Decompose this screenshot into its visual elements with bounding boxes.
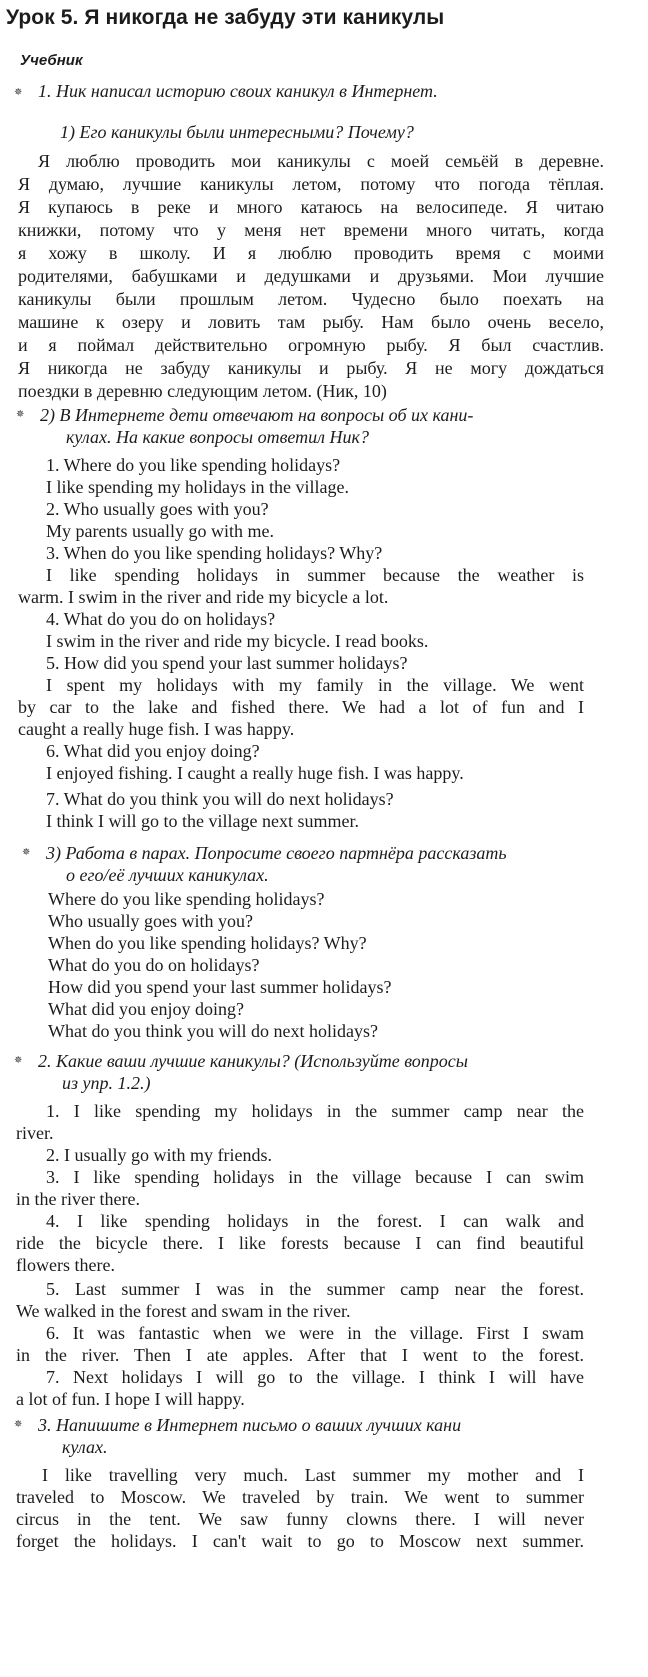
answer-line: 6. It was fantastic when we were in the village. First I swam [46, 1323, 584, 1343]
answer-line: I like spending my holidays in the village. [46, 477, 349, 497]
story-line: поездки в деревню следующим летом. (Ник, 10) [18, 381, 387, 401]
letter-line: forget the holidays. I can't wait to go to Moscow next summer. [16, 1531, 584, 1551]
answer-line: 7. What do you think you will do next holidays? [46, 789, 394, 809]
answer-line: by car to the lake and fished there. We had a lot of fun and I [18, 697, 584, 717]
story-line: Я думаю, лучшие каникулы летом, потому что погода тёплая. [18, 174, 604, 194]
answer-line: 6. What did you enjoy doing? [46, 741, 260, 761]
answer-line: 7. Next holidays I will go to the village. I think I will have [46, 1367, 584, 1387]
exercise-bullet-icon: ✵ [14, 87, 23, 98]
answer-line: We walked in the forest and swam in the river. [16, 1301, 351, 1321]
answer-line: I enjoyed fishing. I caught a really huge fish. I was happy. [46, 763, 464, 783]
question-line: How did you spend your last summer holidays? [48, 977, 392, 997]
lesson-title: Урок 5. Я никогда не забуду эти каникулы [6, 6, 445, 29]
answer-line: ride the bicycle there. I like forests because I can find beautiful [16, 1233, 584, 1253]
story-line: я хожу в школу. И я люблю проводить время с моими [18, 243, 604, 263]
answer-line: river. [16, 1123, 54, 1143]
story-line: и я поймал действительно огромную рыбу. Я был счастлив. [18, 335, 604, 355]
story-line: каникулы были прошлым летом. Чудесно было поехать на [18, 289, 604, 309]
story-line: Я купаюсь в реке и много катаюсь на велосипеде. Я читаю [18, 197, 604, 217]
answer-line: 1. I like spending my holidays in the summer camp near the [46, 1101, 584, 1121]
answer-line: 3. When do you like spending holidays? Why? [46, 543, 383, 563]
story-line: родителями, бабушками и дедушками и друзьями. Мои лучшие [18, 266, 604, 286]
question-line: What did you enjoy doing? [48, 999, 244, 1019]
question-line: Where do you like spending holidays? [48, 889, 325, 909]
exercise-3-heading: кулах. [62, 1437, 108, 1457]
exercise-2-heading: 2. Какие ваши лучшие каникулы? (Используйте вопросы [38, 1051, 468, 1071]
answer-line: My parents usually go with me. [46, 521, 274, 541]
exercise-1-heading: 1. Ник написал историю своих каникул в Интернет. [38, 81, 438, 101]
letter-line: I like travelling very much. Last summer my mother and I [42, 1465, 584, 1485]
answer-line: warm. I swim in the river and ride my bicycle a lot. [18, 587, 389, 607]
letter-line: circus in the tent. We saw funny clowns there. I will never [16, 1509, 584, 1529]
answer-line: 4. I like spending holidays in the forest. I can walk and [46, 1211, 584, 1231]
answer-line: I swim in the river and ride my bicycle. I read books. [46, 631, 429, 651]
exercise-bullet-icon: ✵ [14, 1419, 23, 1430]
story-line: Я никогда не забуду каникулы и рыбу. Я не могу дождаться [18, 358, 604, 378]
answer-line: I like spending holidays in summer because the weather is [46, 565, 584, 585]
exercise-bullet-icon: ✵ [22, 847, 31, 858]
question-2-heading: 2) В Интернете дети отвечают на вопросы об их кани- [40, 405, 474, 425]
question-1-heading: 1) Его каникулы были интересными? Почему? [60, 122, 414, 142]
answer-line: in the river there. [16, 1189, 140, 1209]
exercise-2-heading: из упр. 1.2.) [62, 1073, 151, 1093]
answer-line: caught a really huge fish. I was happy. [18, 719, 295, 739]
exercise-bullet-icon: ✵ [16, 409, 25, 420]
exercise-bullet-icon: ✵ [14, 1055, 23, 1066]
answer-line: 5. Last summer I was in the summer camp near the forest. [46, 1279, 584, 1299]
answer-line: 2. I usually go with my friends. [46, 1145, 272, 1165]
question-3-heading: 3) Работа в парах. Попросите своего партнёра рассказать [46, 843, 507, 863]
answer-line: 5. How did you spend your last summer holidays? [46, 653, 408, 673]
answer-line: a lot of fun. I hope I will happy. [16, 1389, 245, 1409]
letter-line: traveled to Moscow. We traveled by train. We went to summer [16, 1487, 584, 1507]
question-line: What do you do on holidays? [48, 955, 260, 975]
answer-line: I think I will go to the village next summer. [46, 811, 359, 831]
story-line: Я люблю проводить мои каникулы с моей семьёй в деревне. [38, 151, 604, 171]
answer-line: flowers there. [16, 1255, 115, 1275]
question-2-heading: кулах. На какие вопросы ответил Ник? [66, 427, 369, 447]
question-line: When do you like spending holidays? Why? [48, 933, 367, 953]
answer-line: 2. Who usually goes with you? [46, 499, 269, 519]
answer-line: 3. I like spending holidays in the village because I can swim [46, 1167, 584, 1187]
story-line: книжки, потому что у меня нет времени много читать, когда [18, 220, 604, 240]
section-subtitle: Учебник [20, 52, 83, 69]
answer-line: 1. Where do you like spending holidays? [46, 455, 341, 475]
question-3-heading: о его/её лучших каникулах. [66, 865, 269, 885]
exercise-3-heading: 3. Напишите в Интернет письмо о ваших лучших кани [38, 1415, 462, 1435]
answer-line: I spent my holidays with my family in the village. We went [46, 675, 584, 695]
question-line: Who usually goes with you? [48, 911, 253, 931]
story-line: машине к озеру и ловить там рыбу. Нам было очень весело, [18, 312, 604, 332]
question-line: What do you think you will do next holidays? [48, 1021, 378, 1041]
answer-line: 4. What do you do on holidays? [46, 609, 276, 629]
answer-line: in the river. Then I ate apples. After that I went to the forest. [16, 1345, 584, 1365]
